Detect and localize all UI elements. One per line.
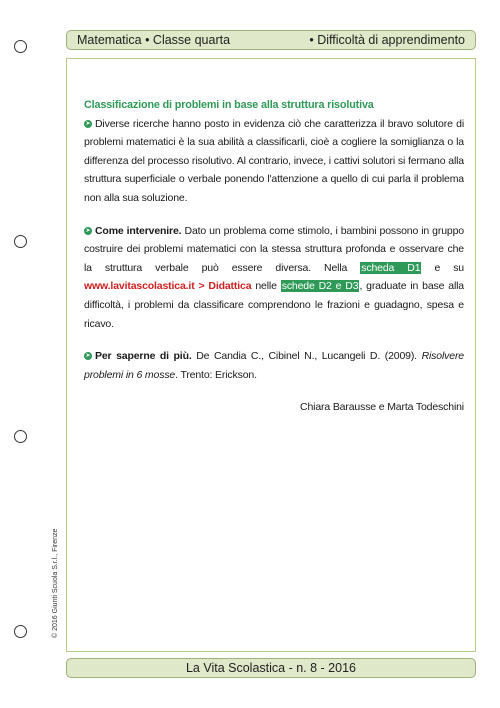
copyright-notice: © 2016 Giunti Scuola S.r.l., Firenze <box>52 528 59 638</box>
paragraph-intro-text: Diverse ricerche hanno posto in evidenza ciò che caratterizza il bravo solutore di problemi matematici è la sua abilità a classificarli, cioè a cogliere la somiglianza o la differenza del processo risolutivo. Al contrario, invece, i cattivi solutori si fermano alla struttura superficiale o verbale ponendo l'attenzione a quello di cui parla il problema non alla sua soluzione. <box>84 117 464 204</box>
binder-hole-icon <box>14 235 27 248</box>
header-subject: Matematica • Classe quarta <box>77 33 231 47</box>
binder-hole-icon <box>14 40 27 53</box>
intervention-text-d: , graduate in base alla difficoltà, i problemi da classificare comprendono le frazioni e guadagno, spesa e ricavo. <box>84 280 464 330</box>
article-title: Classificazione di problemi in base alla struttura risolutiva <box>84 99 374 111</box>
page-footer <box>66 658 476 678</box>
binder-hole-icon <box>14 430 27 443</box>
paragraph-intro <box>84 115 464 208</box>
arrow-bullet-icon: ➤ <box>85 120 91 127</box>
intervention-lead: Come intervenire. <box>95 224 182 237</box>
website-link[interactable]: www.lavitascolastica.it > Didattica <box>84 280 252 293</box>
binder-hole-icon <box>14 625 27 638</box>
intervention-text-b: e su <box>421 261 464 274</box>
arrow-bullet-icon: ➤ <box>85 353 91 360</box>
scheda-d1-highlight: scheda D1 <box>361 261 421 274</box>
references-text-b: . Trento: Erickson. <box>175 368 257 381</box>
footer-text: La Vita Scolastica - n. 8 - 2016 <box>185 661 356 675</box>
authors-signature: Chiara Barausse e Marta Todeschini <box>300 401 464 414</box>
schede-d2-d3-highlight: schede D2 e D3 <box>281 280 359 293</box>
intervention-text-a: Dato un problema come stimolo, i bambini possono in gruppo costruire dei problemi matematici con la stessa struttura profonda e osservare che la struttura verbale può essere diversa. Nella <box>84 224 464 274</box>
paragraph-intervention <box>84 222 464 334</box>
references-text-a: De Candia C., Cibinel N., Lucangeli D. (2009). <box>191 350 422 363</box>
arrow-bullet-icon: ➤ <box>85 227 91 234</box>
page-header <box>66 30 476 50</box>
intervention-text-c: nelle <box>251 280 281 293</box>
article <box>84 96 464 417</box>
paragraph-references <box>84 347 464 384</box>
header-topic: • Difficoltà di apprendimento <box>309 33 465 47</box>
references-lead: Per saperne di più. <box>95 350 192 363</box>
book-title: Risolvere problemi in 6 mosse <box>84 350 464 381</box>
